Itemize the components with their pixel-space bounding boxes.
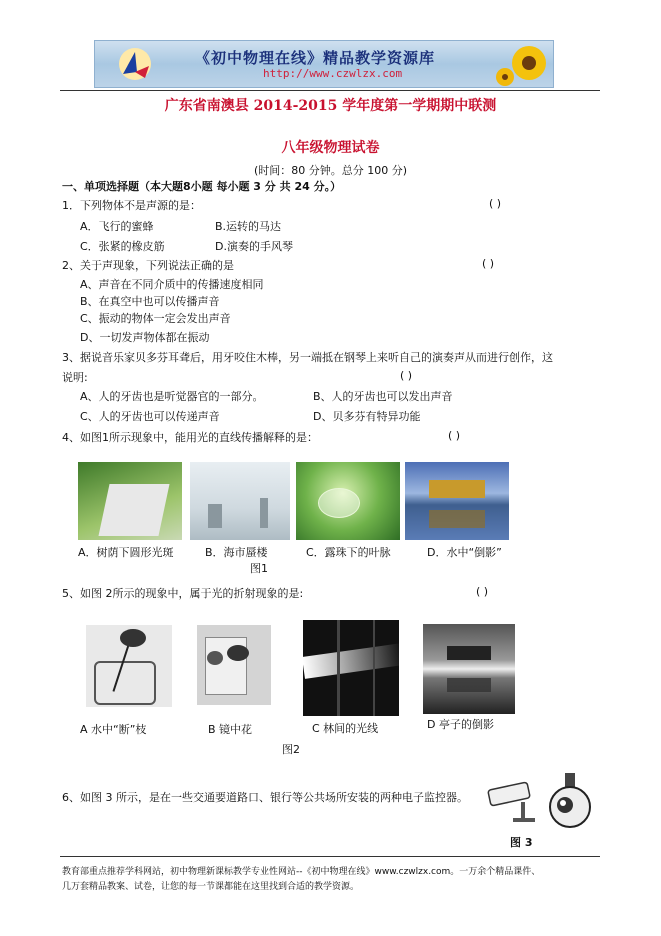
question-stem: 2、关于声现象，下列说法正确的是 xyxy=(62,259,234,272)
question-stem: 3、据说音乐家贝多芬耳聋后，用牙咬住木棒，另一端抵在钢琴上来听自己的演奏声从而进行创作，这 xyxy=(62,351,553,364)
figure-label: 图1 xyxy=(250,562,268,575)
option: A．飞行的蜜蜂 xyxy=(80,220,154,233)
dome-camera-icon xyxy=(545,773,597,833)
photo-dewdrop xyxy=(296,462,400,540)
photo-broken-branch xyxy=(86,625,172,707)
question-stem: 5、如图 2所示的现象中，属于光的折射现象的是: xyxy=(62,587,304,600)
figure-label: 图 3 xyxy=(510,836,533,849)
footer-line: 几万套精品教案、试卷，让您的每一节课都能在这里找到合适的教学资源。 xyxy=(62,882,360,892)
photo-forest-light xyxy=(303,620,399,716)
option: D、贝多芬有特异功能 xyxy=(313,410,421,423)
header-banner xyxy=(94,40,554,88)
banner-title: 《初中物理在线》精品教学资源库 xyxy=(195,49,436,67)
option: A、人的牙齿也是听觉器官的一部分。 xyxy=(80,390,264,403)
figure-caption: A．树荫下圆形光斑 xyxy=(78,546,174,559)
option: A、声音在不同介质中的传播速度相同 xyxy=(80,278,264,291)
question-stem: 6、如图 3 所示，是在一些交通要道路口、银行等公共场所安装的两种电子监控器。 xyxy=(62,791,468,804)
figure-caption: B．海市蜃楼 xyxy=(205,546,268,559)
option: C、振动的物体一定会发出声音 xyxy=(80,312,231,325)
section-title: 一、单项选择题（本大题8小题 每小题 3 分 共 24 分。） xyxy=(62,180,342,193)
figure-caption: A 水中“断”枝 xyxy=(80,723,147,736)
photo-mirror-flower xyxy=(197,625,271,705)
exam-title: 广东省南澳县 2014-2015 学年度第一学期期中联测 xyxy=(164,98,497,114)
sunflower-icon xyxy=(493,41,553,87)
header-rule xyxy=(60,90,600,91)
answer-bracket: ( ) xyxy=(482,257,495,270)
footer-rule xyxy=(60,856,600,857)
photo-tree-shade xyxy=(78,462,182,540)
footer-line: 教育部重点推荐学科网站，初中物理新课标教学专业性网站--《初中物理在线》www.czwlzx.com。一万余个精品课件、 xyxy=(62,867,541,877)
option: B、人的牙齿也可以发出声音 xyxy=(313,390,453,403)
answer-bracket: ( ) xyxy=(489,197,502,210)
exam-subtitle: 八年级物理试卷 xyxy=(281,140,380,156)
answer-bracket: ( ) xyxy=(400,369,413,382)
figure-caption: D 亭子的倒影 xyxy=(427,718,494,731)
option: C．张紧的橡皮筋 xyxy=(80,240,165,253)
option: B.运转的马达 xyxy=(215,220,282,233)
figure-caption: C 林间的光线 xyxy=(312,722,379,735)
figure-caption: B 镜中花 xyxy=(208,723,253,736)
photo-pavilion-reflection xyxy=(423,624,515,714)
answer-bracket: ( ) xyxy=(448,429,461,442)
question-stem: 1．下列物体不是声源的是： xyxy=(62,199,201,212)
option: C、人的牙齿也可以传递声音 xyxy=(80,410,220,423)
answer-bracket: ( ) xyxy=(476,585,489,598)
option: B、在真空中也可以传播声音 xyxy=(80,295,220,308)
photo-reflection xyxy=(405,462,509,540)
photo-mirage xyxy=(190,462,290,540)
option: D.演奏的手风琴 xyxy=(215,240,293,253)
figure-label: 图2 xyxy=(282,743,300,756)
question-stem-continued: 说明: xyxy=(62,371,88,384)
option: D、一切发声物体都在振动 xyxy=(80,331,210,344)
banner-url: http://www.czwlzx.com xyxy=(263,67,403,80)
figure-caption: C．露珠下的叶脉 xyxy=(306,546,391,559)
question-stem: 4、如图1所示现象中，能用光的直线传播解释的是： xyxy=(62,431,318,444)
site-logo xyxy=(115,44,155,84)
surveillance-camera-icon xyxy=(483,778,539,824)
figure-caption: D．水中“倒影” xyxy=(427,546,502,559)
exam-time: (时间：80 分钟。总分 100 分) xyxy=(253,164,408,177)
